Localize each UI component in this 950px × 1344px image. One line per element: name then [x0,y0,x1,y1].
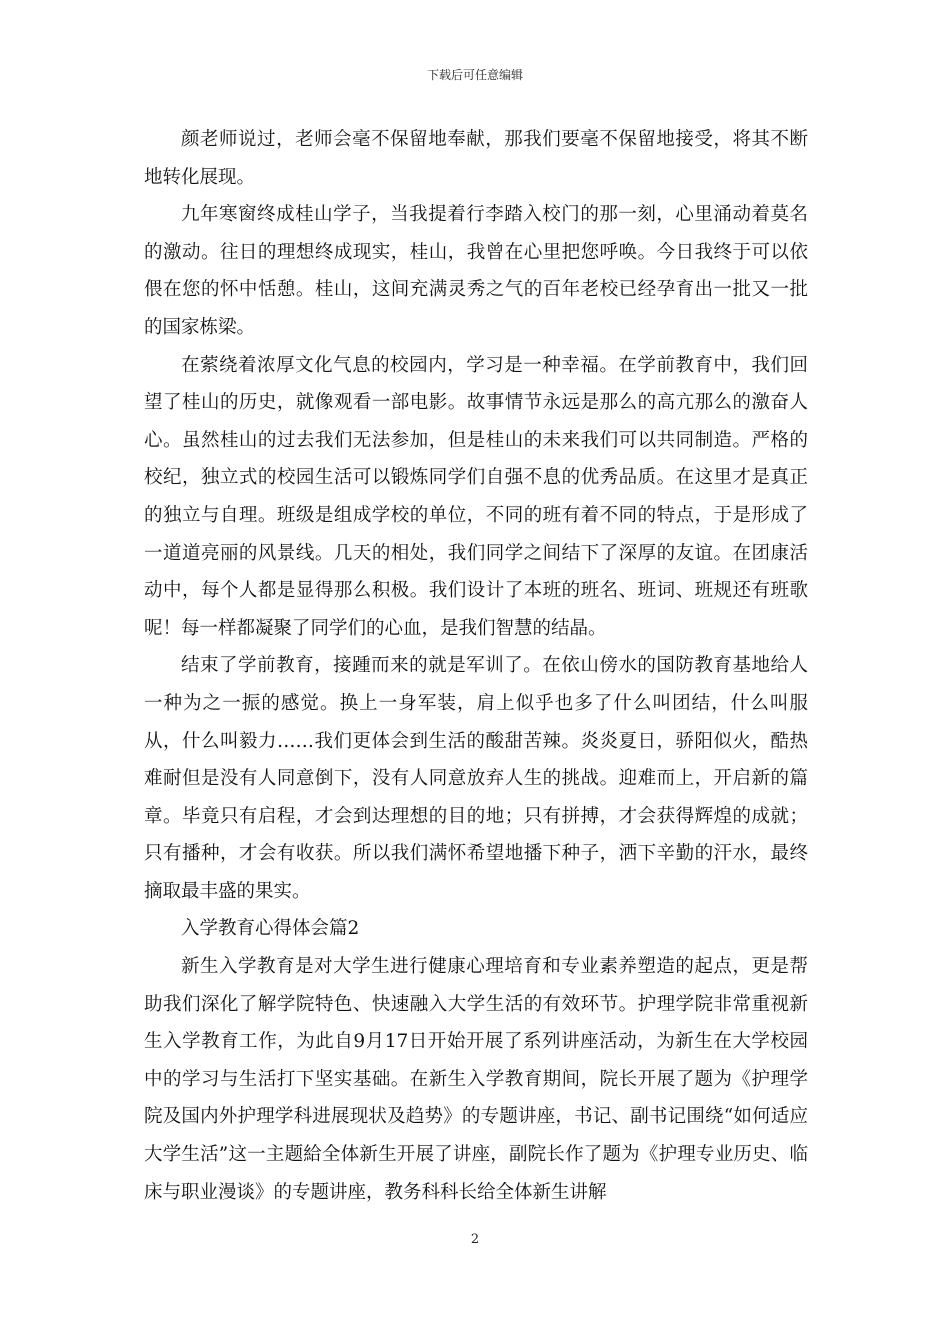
document-body [144,121,808,1211]
body-paragraph: 九年寒窗终成桂山学子，当我提着行李踏入校门的那一刻，心里涌动着莫名的激动。往日的理想终成现实，桂山，我曾在心里把您呼唤。今日我终于可以依偎在您的怀中恬憩。桂山，这间充满灵秀之气的百年老校已经孕育出一批又一批的国家栋梁。 [144,204,808,338]
body-paragraph: 在萦绕着浓厚文化气息的校园内，学习是一种幸福。在学前教育中，我们回望了桂山的历史，就像观看一部电影。故事情节永远是那么的高亢那么的激奋人心。虽然桂山的过去我们无法参加，但是桂山的未来我们可以共同制造。严格的校纪，独立式的校园生活可以锻炼同学们自强不息的优秀品质。在这里才是真正的独立与自理。班级是组成学校的单位，不同的班有着不同的特点，于是形成了一道道亮丽的风景线。几天的相处，我们同学之间结下了深厚的友谊。在团康活动中，每个人都是显得那么积极。我们设计了本班的班名、班词、班规还有班歌呢！每一样都凝聚了同学们的心血，是我们智慧的结晶。 [144,354,808,639]
page-header: 下载后可任意编辑 [426,68,523,82]
body-paragraph: 结束了学前教育，接踵而来的就是军训了。在依山傍水的国防教育基地给人一种为之一振的感觉。换上一身军装，肩上似乎也多了什么叫团结，什么叫服从，什么叫毅力……我们更体会到生活的酸甜苦辣。炎炎夏日，骄阳似火，酷热难耐但是没有人同意倒下，没有人同意放弃人生的挑战。迎难而上，开启新的篇章。毕竟只有启程，才会到达理想的目的地；只有拼搏，才会获得辉煌的成就；只有播种，才会有收获。所以我们满怀希望地播下种子，洒下辛勤的汗水，最终摘取最丰盛的果实。 [144,655,808,902]
page-number: 2 [470,1232,480,1247]
section-heading: 入学教育心得体会篇2 [181,918,360,940]
body-paragraph: 新生入学教育是对大学生进行健康心理培育和专业素养塑造的起点，更是帮助我们深化了解学院特色、快速融入大学生活的有效环节。护理学院非常重视新生入学教育工作，为此自9月17日开始开展了系列讲座活动，为新生在大学校园中的学习与生活打下坚实基础。在新生入学教育期间，院长开展了题为《护理学院及国内外护理学科进展现状及趋势》的专题讲座，书记、副书记围绕“如何适应大学生活”这一主题給全体新生开展了讲座，副院长作了题为《护理专业历史、临床与职业漫谈》的专题讲座，教务科科长给全体新生讲解 [144,956,808,1203]
body-paragraph: 颜老师说过，老师会毫不保留地奉献，那我们要毫不保留地接受，将其不断地转化展现。 [144,129,808,188]
